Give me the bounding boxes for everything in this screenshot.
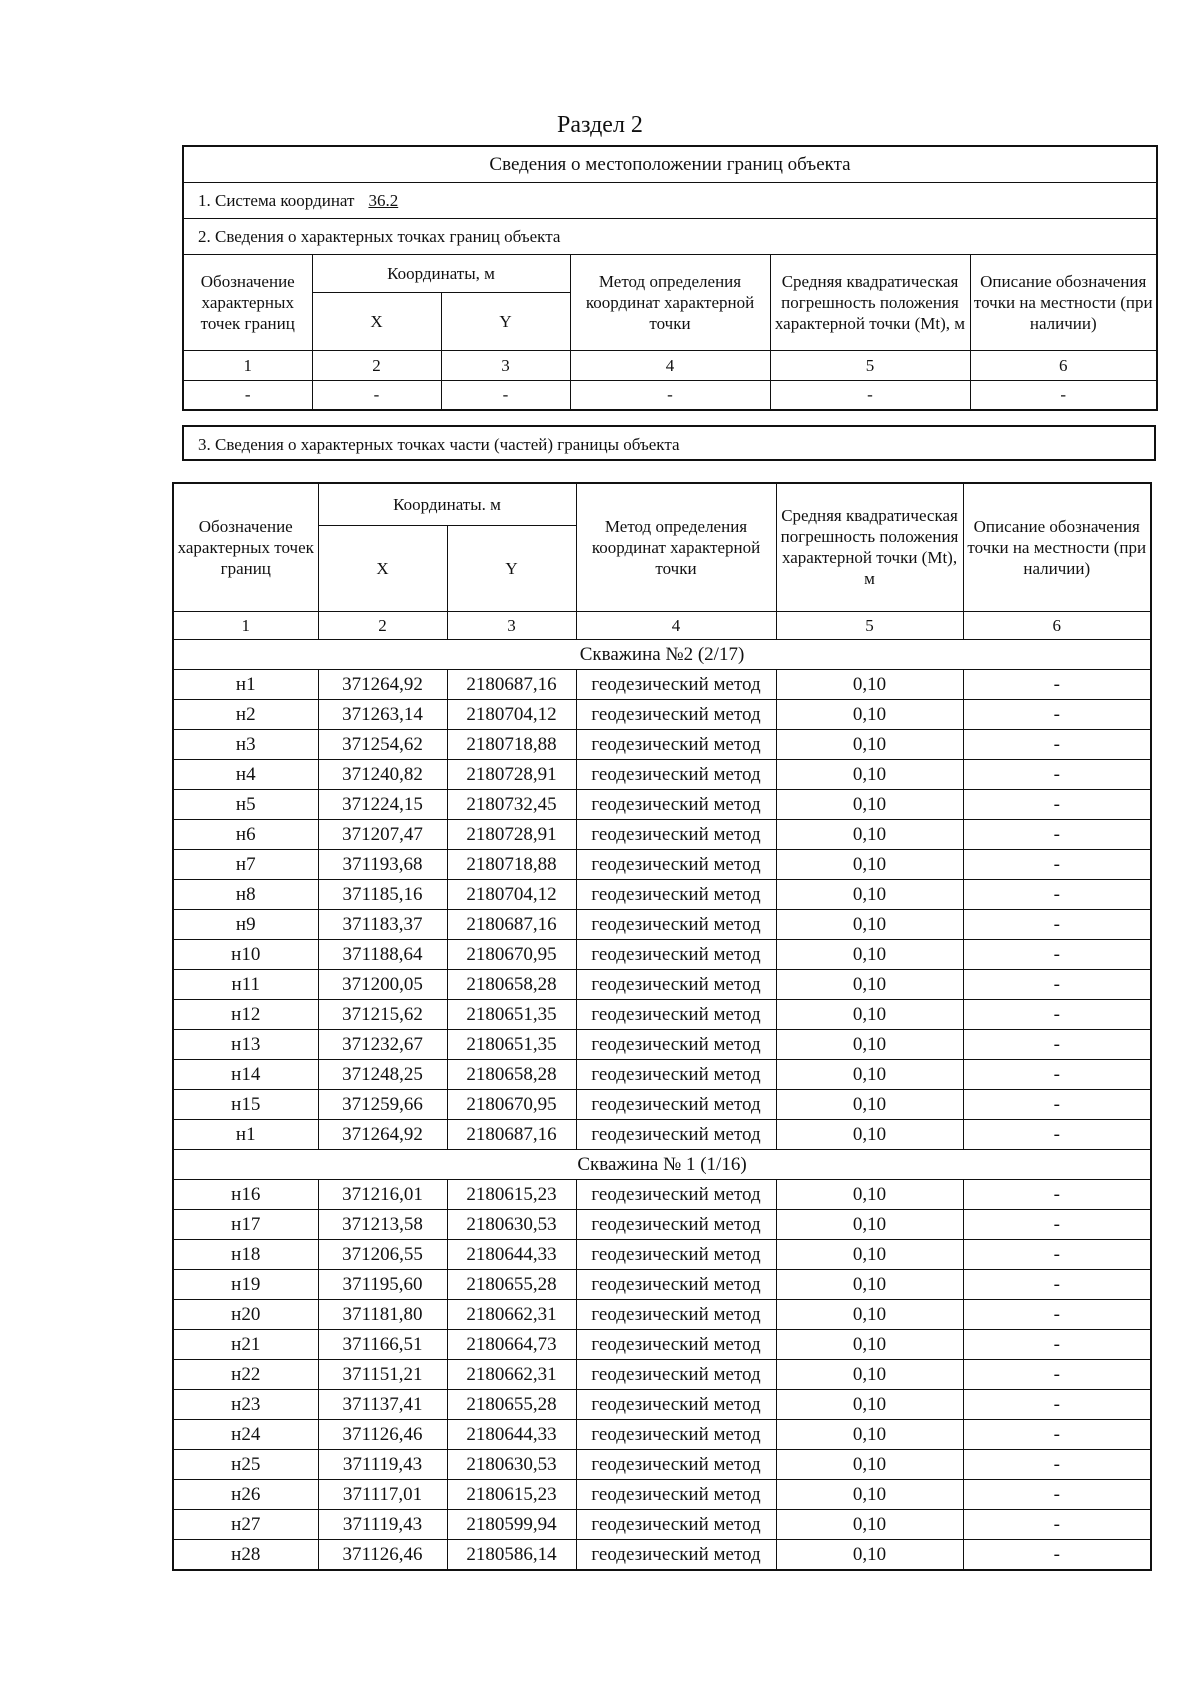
table-row	[173, 939, 1151, 969]
error-cell: 0,10	[776, 1059, 963, 1089]
point-id-cell: н26	[173, 1479, 318, 1509]
description-cell: -	[963, 699, 1151, 729]
error-cell: 0,10	[776, 939, 963, 969]
table-row	[173, 669, 1151, 699]
method-cell: геодезический метод	[576, 819, 776, 849]
x-cell: 371119,43	[318, 1509, 447, 1539]
table-row	[173, 849, 1151, 879]
point-id-cell: н25	[173, 1449, 318, 1479]
col-number: 1	[173, 611, 318, 639]
error-cell: 0,10	[776, 1089, 963, 1119]
col-header-x: X	[312, 292, 441, 350]
description-cell: -	[963, 999, 1151, 1029]
method-cell: геодезический метод	[576, 1179, 776, 1209]
col-header-description: Описание обозначения точки на местности (при наличии)	[963, 483, 1151, 611]
col-number: 5	[770, 350, 970, 380]
table-row	[173, 1209, 1151, 1239]
point-id-cell: н1	[173, 669, 318, 699]
empty-cell: -	[570, 380, 770, 410]
table-row	[173, 1269, 1151, 1299]
method-cell: геодезический метод	[576, 879, 776, 909]
x-cell: 371188,64	[318, 939, 447, 969]
description-cell: -	[963, 1299, 1151, 1329]
error-cell: 0,10	[776, 909, 963, 939]
description-cell: -	[963, 1209, 1151, 1239]
section3-heading: 3. Сведения о характерных точках части (частей) границы объекта	[182, 425, 1156, 461]
error-cell: 0,10	[776, 729, 963, 759]
col-header-method: Метод определения координат характерной точки	[570, 254, 770, 350]
description-cell: -	[963, 759, 1151, 789]
point-id-cell: н22	[173, 1359, 318, 1389]
method-cell: геодезический метод	[576, 789, 776, 819]
method-cell: геодезический метод	[576, 909, 776, 939]
table-row	[173, 1509, 1151, 1539]
point-id-cell: н2	[173, 699, 318, 729]
col-number: 2	[318, 611, 447, 639]
group-row	[173, 1149, 1151, 1179]
col-header-designation: Обозначение характерных точек границ	[173, 483, 318, 611]
y-cell: 2180670,95	[447, 939, 576, 969]
col-header-description: Описание обозначения точки на местности (при наличии)	[970, 254, 1157, 350]
group-row	[173, 639, 1151, 669]
description-cell: -	[963, 789, 1151, 819]
error-cell: 0,10	[776, 1269, 963, 1299]
description-cell: -	[963, 969, 1151, 999]
point-id-cell: н21	[173, 1329, 318, 1359]
part-points-table	[172, 482, 1152, 1571]
table-row	[173, 819, 1151, 849]
x-cell: 371206,55	[318, 1239, 447, 1269]
description-cell: -	[963, 1389, 1151, 1419]
description-cell: -	[963, 729, 1151, 759]
col-number: 4	[570, 350, 770, 380]
empty-cell: -	[312, 380, 441, 410]
x-cell: 371137,41	[318, 1389, 447, 1419]
y-cell: 2180658,28	[447, 1059, 576, 1089]
group-title: Скважина №2 (2/17)	[173, 639, 1151, 669]
point-id-cell: н24	[173, 1419, 318, 1449]
y-cell: 2180586,14	[447, 1539, 576, 1570]
table-row	[173, 1419, 1151, 1449]
description-cell: -	[963, 909, 1151, 939]
x-cell: 371254,62	[318, 729, 447, 759]
y-cell: 2180704,12	[447, 699, 576, 729]
point-id-cell: н6	[173, 819, 318, 849]
description-cell: -	[963, 1419, 1151, 1449]
y-cell: 2180728,91	[447, 759, 576, 789]
coord-system-row	[183, 182, 1157, 218]
point-id-cell: н17	[173, 1209, 318, 1239]
y-cell: 2180655,28	[447, 1269, 576, 1299]
method-cell: геодезический метод	[576, 759, 776, 789]
error-cell: 0,10	[776, 1449, 963, 1479]
x-cell: 371248,25	[318, 1059, 447, 1089]
method-cell: геодезический метод	[576, 1119, 776, 1149]
error-cell: 0,10	[776, 1389, 963, 1419]
table-row	[173, 999, 1151, 1029]
description-cell: -	[963, 1179, 1151, 1209]
table-row	[173, 1059, 1151, 1089]
description-cell: -	[963, 1539, 1151, 1570]
error-cell: 0,10	[776, 1329, 963, 1359]
table-row	[173, 909, 1151, 939]
y-cell: 2180599,94	[447, 1509, 576, 1539]
error-cell: 0,10	[776, 999, 963, 1029]
y-cell: 2180728,91	[447, 819, 576, 849]
method-cell: геодезический метод	[576, 1419, 776, 1449]
empty-cell: -	[970, 380, 1157, 410]
col-number: 3	[447, 611, 576, 639]
method-cell: геодезический метод	[576, 969, 776, 999]
description-cell: -	[963, 939, 1151, 969]
table-row	[173, 1359, 1151, 1389]
coord-system-value: 36.2	[368, 190, 399, 210]
y-cell: 2180658,28	[447, 969, 576, 999]
method-cell: геодезический метод	[576, 1239, 776, 1269]
x-cell: 371259,66	[318, 1089, 447, 1119]
table-row	[173, 789, 1151, 819]
y-cell: 2180630,53	[447, 1209, 576, 1239]
y-cell: 2180664,73	[447, 1329, 576, 1359]
x-cell: 371181,80	[318, 1299, 447, 1329]
block-heading: Сведения о местоположении границ объекта	[183, 146, 1157, 182]
y-cell: 2180615,23	[447, 1179, 576, 1209]
error-cell: 0,10	[776, 789, 963, 819]
table-row	[173, 1389, 1151, 1419]
col-header-coords: Координаты. м	[318, 483, 576, 525]
y-cell: 2180662,31	[447, 1359, 576, 1389]
y-cell: 2180687,16	[447, 669, 576, 699]
description-cell: -	[963, 669, 1151, 699]
y-cell: 2180670,95	[447, 1089, 576, 1119]
error-cell: 0,10	[776, 699, 963, 729]
error-cell: 0,10	[776, 1239, 963, 1269]
method-cell: геодезический метод	[576, 729, 776, 759]
table-row	[173, 1299, 1151, 1329]
table-row	[173, 1449, 1151, 1479]
error-cell: 0,10	[776, 819, 963, 849]
x-cell: 371224,15	[318, 789, 447, 819]
description-cell: -	[963, 1509, 1151, 1539]
method-cell: геодезический метод	[576, 1029, 776, 1059]
col-number: 2	[312, 350, 441, 380]
point-id-cell: н16	[173, 1179, 318, 1209]
group-title: Скважина № 1 (1/16)	[173, 1149, 1151, 1179]
error-cell: 0,10	[776, 969, 963, 999]
x-cell: 371119,43	[318, 1449, 447, 1479]
empty-cell: -	[183, 380, 312, 410]
x-cell: 371183,37	[318, 909, 447, 939]
table-row	[173, 1329, 1151, 1359]
table-row	[173, 729, 1151, 759]
y-cell: 2180662,31	[447, 1299, 576, 1329]
boundaries-table	[182, 145, 1158, 411]
y-cell: 2180651,35	[447, 1029, 576, 1059]
y-cell: 2180687,16	[447, 909, 576, 939]
col-number: 6	[970, 350, 1157, 380]
x-cell: 371151,21	[318, 1359, 447, 1389]
method-cell: геодезический метод	[576, 1509, 776, 1539]
description-cell: -	[963, 879, 1151, 909]
y-cell: 2180732,45	[447, 789, 576, 819]
method-cell: геодезический метод	[576, 939, 776, 969]
empty-cell: -	[441, 380, 570, 410]
x-cell: 371193,68	[318, 849, 447, 879]
point-id-cell: н11	[173, 969, 318, 999]
empty-cell: -	[770, 380, 970, 410]
table-row	[173, 1239, 1151, 1269]
error-cell: 0,10	[776, 1209, 963, 1239]
col-header-x: X	[318, 525, 447, 611]
method-cell: геодезический метод	[576, 1539, 776, 1570]
y-cell: 2180687,16	[447, 1119, 576, 1149]
col-number: 3	[441, 350, 570, 380]
x-cell: 371117,01	[318, 1479, 447, 1509]
x-cell: 371263,14	[318, 699, 447, 729]
x-cell: 371200,05	[318, 969, 447, 999]
col-header-y: Y	[441, 292, 570, 350]
error-cell: 0,10	[776, 1119, 963, 1149]
y-cell: 2180644,33	[447, 1239, 576, 1269]
error-cell: 0,10	[776, 1299, 963, 1329]
table-row	[173, 1119, 1151, 1149]
method-cell: геодезический метод	[576, 1269, 776, 1299]
col-header-error: Средняя квадратическая погрешность положения характерной точки (Mt), м	[770, 254, 970, 350]
description-cell: -	[963, 1269, 1151, 1299]
method-cell: геодезический метод	[576, 1389, 776, 1419]
x-cell: 371126,46	[318, 1539, 447, 1570]
point-id-cell: н27	[173, 1509, 318, 1539]
description-cell: -	[963, 1449, 1151, 1479]
points-heading: 2. Сведения о характерных точках границ объекта	[183, 218, 1157, 254]
method-cell: геодезический метод	[576, 669, 776, 699]
point-id-cell: н10	[173, 939, 318, 969]
y-cell: 2180718,88	[447, 849, 576, 879]
col-header-y: Y	[447, 525, 576, 611]
point-id-cell: н13	[173, 1029, 318, 1059]
method-cell: геодезический метод	[576, 1209, 776, 1239]
description-cell: -	[963, 1089, 1151, 1119]
method-cell: геодезический метод	[576, 849, 776, 879]
col-number: 5	[776, 611, 963, 639]
y-cell: 2180704,12	[447, 879, 576, 909]
x-cell: 371215,62	[318, 999, 447, 1029]
point-id-cell: н9	[173, 909, 318, 939]
description-cell: -	[963, 849, 1151, 879]
description-cell: -	[963, 1119, 1151, 1149]
error-cell: 0,10	[776, 879, 963, 909]
table-row	[173, 759, 1151, 789]
method-cell: геодезический метод	[576, 699, 776, 729]
col-number: 1	[183, 350, 312, 380]
error-cell: 0,10	[776, 1509, 963, 1539]
method-cell: геодезический метод	[576, 1329, 776, 1359]
x-cell: 371126,46	[318, 1419, 447, 1449]
col-header-method: Метод определения координат характерной точки	[576, 483, 776, 611]
method-cell: геодезический метод	[576, 1449, 776, 1479]
point-id-cell: н12	[173, 999, 318, 1029]
x-cell: 371207,47	[318, 819, 447, 849]
point-id-cell: н20	[173, 1299, 318, 1329]
x-cell: 371166,51	[318, 1329, 447, 1359]
table-row	[173, 699, 1151, 729]
y-cell: 2180655,28	[447, 1389, 576, 1419]
method-cell: геодезический метод	[576, 1059, 776, 1089]
table-row	[173, 879, 1151, 909]
description-cell: -	[963, 1329, 1151, 1359]
method-cell: геодезический метод	[576, 1089, 776, 1119]
description-cell: -	[963, 1059, 1151, 1089]
y-cell: 2180630,53	[447, 1449, 576, 1479]
point-id-cell: н18	[173, 1239, 318, 1269]
x-cell: 371195,60	[318, 1269, 447, 1299]
point-id-cell: н7	[173, 849, 318, 879]
description-cell: -	[963, 819, 1151, 849]
table-row	[173, 1539, 1151, 1570]
point-id-cell: н14	[173, 1059, 318, 1089]
x-cell: 371240,82	[318, 759, 447, 789]
description-cell: -	[963, 1479, 1151, 1509]
error-cell: 0,10	[776, 669, 963, 699]
error-cell: 0,10	[776, 759, 963, 789]
col-number: 6	[963, 611, 1151, 639]
x-cell: 371232,67	[318, 1029, 447, 1059]
table-row	[173, 1479, 1151, 1509]
y-cell: 2180644,33	[447, 1419, 576, 1449]
section-title: Раздел 2	[557, 112, 643, 138]
error-cell: 0,10	[776, 1179, 963, 1209]
point-id-cell: н8	[173, 879, 318, 909]
method-cell: геодезический метод	[576, 999, 776, 1029]
error-cell: 0,10	[776, 1419, 963, 1449]
point-id-cell: н3	[173, 729, 318, 759]
error-cell: 0,10	[776, 1539, 963, 1570]
error-cell: 0,10	[776, 1359, 963, 1389]
description-cell: -	[963, 1359, 1151, 1389]
method-cell: геодезический метод	[576, 1299, 776, 1329]
point-id-cell: н4	[173, 759, 318, 789]
error-cell: 0,10	[776, 1479, 963, 1509]
x-cell: 371264,92	[318, 1119, 447, 1149]
y-cell: 2180718,88	[447, 729, 576, 759]
x-cell: 371213,58	[318, 1209, 447, 1239]
point-id-cell: н19	[173, 1269, 318, 1299]
y-cell: 2180651,35	[447, 999, 576, 1029]
y-cell: 2180615,23	[447, 1479, 576, 1509]
point-id-cell: н1	[173, 1119, 318, 1149]
col-header-error: Средняя квадратическая погрешность положения характерной точки (Mt), м	[776, 483, 963, 611]
table-row	[173, 1089, 1151, 1119]
x-cell: 371264,92	[318, 669, 447, 699]
method-cell: геодезический метод	[576, 1359, 776, 1389]
point-id-cell: н15	[173, 1089, 318, 1119]
description-cell: -	[963, 1029, 1151, 1059]
method-cell: геодезический метод	[576, 1479, 776, 1509]
error-cell: 0,10	[776, 1029, 963, 1059]
table-row	[173, 1029, 1151, 1059]
col-header-coords: Координаты, м	[312, 254, 570, 292]
x-cell: 371216,01	[318, 1179, 447, 1209]
point-id-cell: н23	[173, 1389, 318, 1419]
error-cell: 0,10	[776, 849, 963, 879]
table-row	[173, 1179, 1151, 1209]
point-id-cell: н28	[173, 1539, 318, 1570]
x-cell: 371185,16	[318, 879, 447, 909]
point-id-cell: н5	[173, 789, 318, 819]
col-number: 4	[576, 611, 776, 639]
col-header-designation: Обозначение характерных точек границ	[183, 254, 312, 350]
table-row	[173, 969, 1151, 999]
description-cell: -	[963, 1239, 1151, 1269]
coord-system-label: 1. Система координат	[198, 190, 355, 210]
